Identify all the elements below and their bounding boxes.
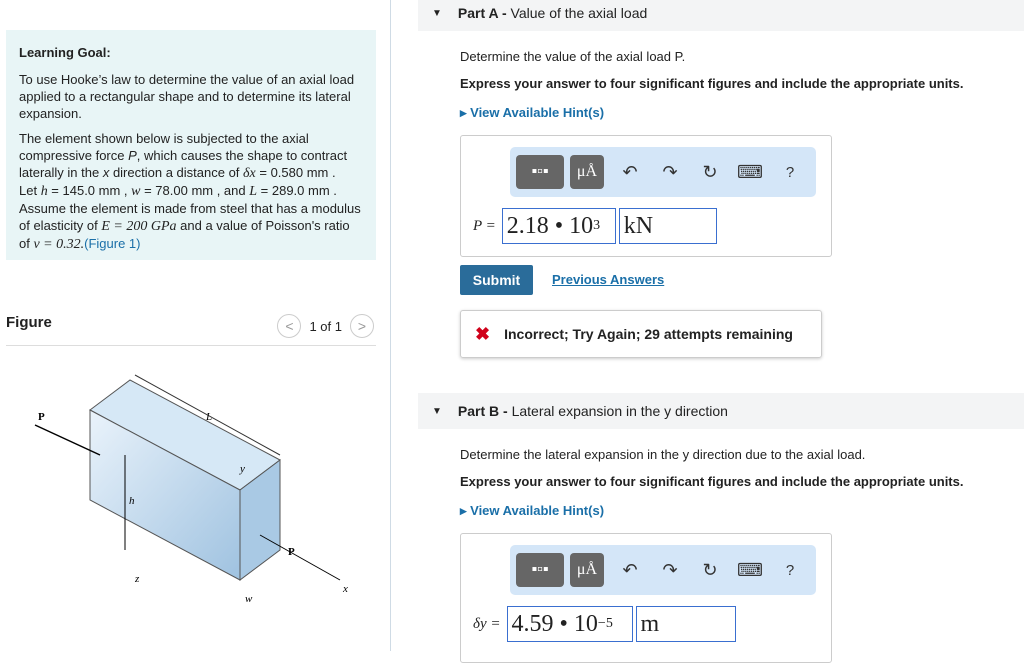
t: and a value of Poisson's ratio of	[19, 218, 350, 251]
t: The element shown below is subjected to the axial compressive force	[19, 131, 309, 163]
next-figure-icon[interactable]: >	[350, 314, 374, 338]
t: Let	[19, 183, 41, 198]
label-x: x	[343, 583, 348, 595]
figure-pager	[277, 314, 374, 338]
label-p2: P	[288, 546, 295, 558]
redo-icon[interactable]: ↷	[662, 161, 678, 182]
undo-icon[interactable]: ↶	[622, 559, 638, 580]
t: = 0.580 mm .	[255, 165, 336, 180]
pager-text: 1 of 1	[309, 318, 342, 334]
templates-icon[interactable]: ▪▫▪	[516, 155, 564, 189]
unit-input[interactable]: kN	[619, 208, 717, 244]
math-toolbar	[510, 147, 816, 197]
t: E = 200 GPa	[101, 219, 177, 234]
value-text: 4.59 • 10	[511, 610, 598, 637]
label-z: z	[135, 573, 140, 585]
part-b-title: Lateral expansion in the y direction	[511, 403, 728, 419]
label-p: P	[38, 411, 45, 423]
reset-icon[interactable]: ↻	[702, 559, 718, 580]
figure-header	[6, 312, 376, 346]
units-button[interactable]: μÅ	[570, 553, 604, 587]
learning-goal-intro: To use Hooke’s law to determine the value of an axial load applied to a rectangular shape and to determine its lateral expansion.	[19, 72, 355, 121]
collapse-icon[interactable]: ▼	[432, 7, 442, 19]
figure-diagram	[30, 370, 360, 610]
math-toolbar	[510, 545, 816, 595]
t: h	[40, 184, 48, 199]
part-b-answer-box	[460, 533, 832, 663]
templates-icon[interactable]: ▪▫▪	[516, 553, 564, 587]
part-b-hints-link[interactable]: ▸ View Available Hint(s)	[460, 503, 605, 518]
part-b-header[interactable]	[418, 393, 1024, 429]
part-a-label: Part A -	[457, 5, 507, 21]
problem-statement	[19, 130, 363, 253]
value-text: 2.18 • 10	[506, 212, 594, 239]
exponent: −5	[597, 616, 613, 631]
help-icon[interactable]: ?	[785, 561, 795, 579]
label-w: w	[245, 593, 253, 605]
answer-row	[473, 208, 720, 244]
t: = 289.0 mm	[257, 183, 330, 198]
part-a-hints-link[interactable]: ▸ View Available Hint(s)	[460, 105, 605, 120]
keyboard-icon[interactable]: ⌨	[737, 161, 763, 182]
error-icon: ✖	[475, 323, 491, 344]
unit-input[interactable]: m	[636, 606, 736, 642]
label-h: h	[129, 495, 135, 507]
divider	[390, 0, 391, 651]
part-b-label: Part B -	[457, 403, 508, 419]
value-input[interactable]	[507, 606, 633, 642]
t: = 145.0 mm ,	[47, 183, 132, 198]
feedback-text: Incorrect; Try Again; 29 attempts remaining	[504, 326, 793, 342]
t: x	[102, 165, 110, 180]
t: . Assume the element is made from steel that has a modulus of elasticity of	[19, 183, 361, 233]
units-button[interactable]: μÅ	[570, 155, 604, 189]
part-b-instructions: Express your answer to four significant figures and include the appropriate units.	[460, 474, 964, 489]
feedback-box	[460, 310, 822, 358]
t: L	[249, 184, 258, 199]
previous-answers-link[interactable]: Previous Answers	[552, 272, 665, 287]
part-a-answer-box	[460, 135, 832, 257]
exponent: 3	[593, 218, 601, 233]
help-icon[interactable]: ?	[785, 163, 795, 181]
t: v = 0.32.	[33, 237, 85, 252]
part-b-question: Determine the lateral expansion in the y direction due to the axial load.	[460, 447, 866, 462]
t: w	[131, 184, 141, 199]
figure-title: Figure	[6, 314, 52, 331]
submit-button[interactable]: Submit	[460, 265, 533, 295]
t: P	[128, 148, 137, 163]
prev-figure-icon[interactable]: <	[277, 314, 301, 338]
t: = 78.00 mm , and	[140, 183, 250, 198]
value-input[interactable]	[502, 208, 616, 244]
part-a-header[interactable]	[418, 0, 1024, 31]
part-a-question: Determine the value of the axial load P.	[460, 49, 686, 64]
answer-row	[473, 606, 739, 642]
label-l: L	[206, 411, 213, 423]
t: , which causes the shape to contract laterally in the	[19, 148, 348, 180]
keyboard-icon[interactable]: ⌨	[737, 559, 763, 580]
learning-goal	[6, 30, 376, 260]
learning-goal-title: Learning Goal:	[19, 45, 111, 60]
variable-label: δy =	[473, 615, 501, 632]
t: direction a distance of	[109, 165, 244, 180]
reset-icon[interactable]: ↻	[702, 161, 718, 182]
variable-label: P =	[473, 217, 496, 234]
redo-icon[interactable]: ↷	[662, 559, 678, 580]
t: δx	[243, 166, 256, 181]
collapse-icon[interactable]: ▼	[432, 405, 442, 417]
figure-link[interactable]: (Figure 1)	[84, 236, 141, 251]
part-a-instructions: Express your answer to four significant figures and include the appropriate units.	[460, 76, 964, 91]
undo-icon[interactable]: ↶	[622, 161, 638, 182]
label-y: y	[240, 463, 245, 475]
part-a-title: Value of the axial load	[510, 5, 648, 21]
left-panel	[0, 0, 390, 651]
